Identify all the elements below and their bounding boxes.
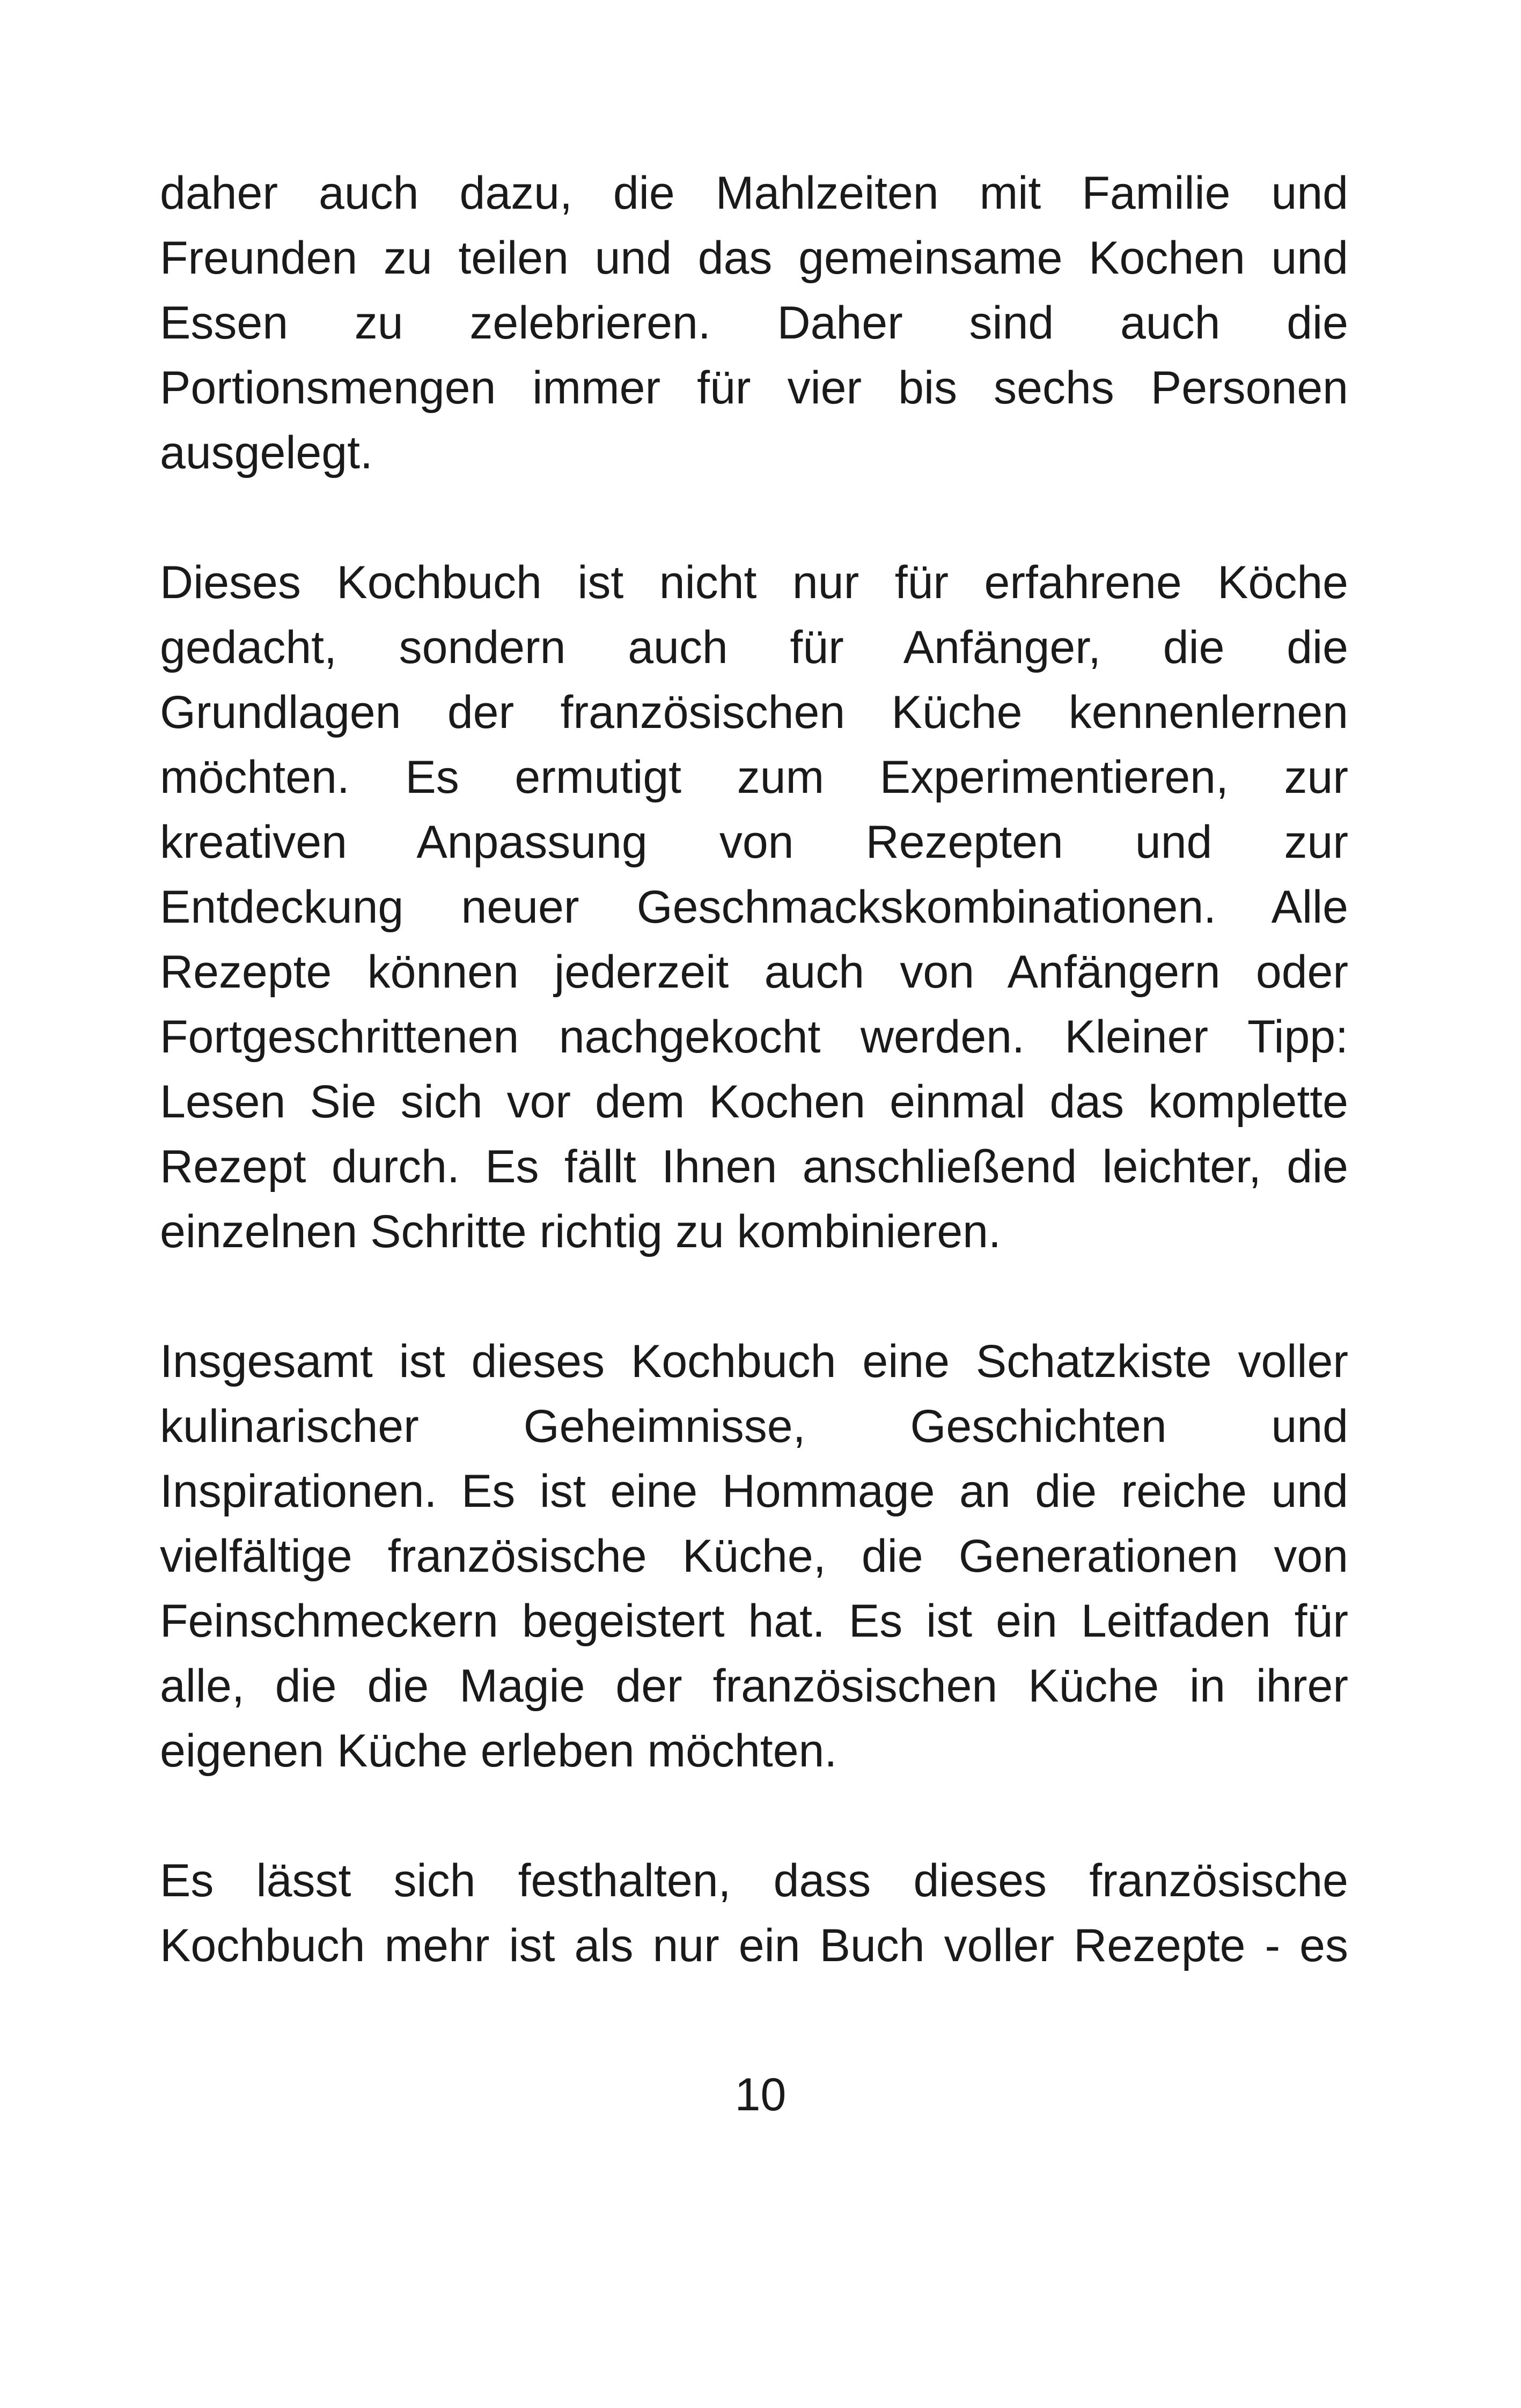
text-line: Freunden zu teilen und das gemeinsame Kochen und [160,232,1348,284]
page-number: 10 [734,2069,787,2120]
text-line: Feinschmeckern begeistert hat. Es ist ein Leitfaden für [160,1595,1348,1647]
paragraph-2 [160,550,1348,1264]
text-line: gedacht, sondern auch für Anfänger, die die [160,622,1348,673]
text-line: Rezept durch. Es fällt Ihnen anschließend leichter, die [160,1141,1348,1192]
text-line: Lesen Sie sich vor dem Kochen einmal das komplette [160,1076,1348,1128]
text-line: daher auch dazu, die Mahlzeiten mit Familie und [160,167,1348,219]
paragraph-1 [160,161,1348,485]
text-line: möchten. Es ermutigt zum Experimentieren, zur [160,752,1348,803]
paragraph-4 [160,1849,1348,1978]
text-line: alle, die die Magie der französischen Küche in ihrer [160,1660,1348,1712]
text-line: Entdeckung neuer Geschmackskombinationen. Alle [160,881,1348,933]
paragraph-3 [160,1329,1348,1784]
text-line: kreativen Anpassung von Rezepten und zur [160,816,1348,868]
text-line: Inspirationen. Es ist eine Hommage an die reiche und [160,1466,1348,1517]
text-line: Dieses Kochbuch ist nicht nur für erfahrene Köche [160,557,1348,608]
text-line: Grundlagen der französischen Küche kennenlernen [160,687,1348,738]
text-line: Rezepte können jederzeit auch von Anfängern oder [160,946,1348,998]
text-line: eigenen Küche erleben möchten. [160,1725,837,1777]
text-line: kulinarischer Geheimnisse, Geschichten und [160,1401,1348,1452]
text-line: Kochbuch mehr ist als nur ein Buch voller Rezepte - es [160,1920,1348,1971]
text-line: vielfältige französische Küche, die Generationen von [160,1530,1348,1582]
text-line: einzelnen Schritte richtig zu kombinieren. [160,1206,1001,1257]
body-text [160,161,1348,2043]
text-line: Essen zu zelebrieren. Daher sind auch die [160,297,1348,349]
text-line: Es lässt sich festhalten, dass dieses französische [160,1855,1348,1906]
text-line: ausgelegt. [160,427,373,478]
text-line: Fortgeschrittenen nachgekocht werden. Kleiner Tipp: [160,1011,1348,1063]
text-line: Portionsmengen immer für vier bis sechs Personen [160,362,1348,414]
text-line: Insgesamt ist dieses Kochbuch eine Schatzkiste voller [160,1336,1348,1387]
